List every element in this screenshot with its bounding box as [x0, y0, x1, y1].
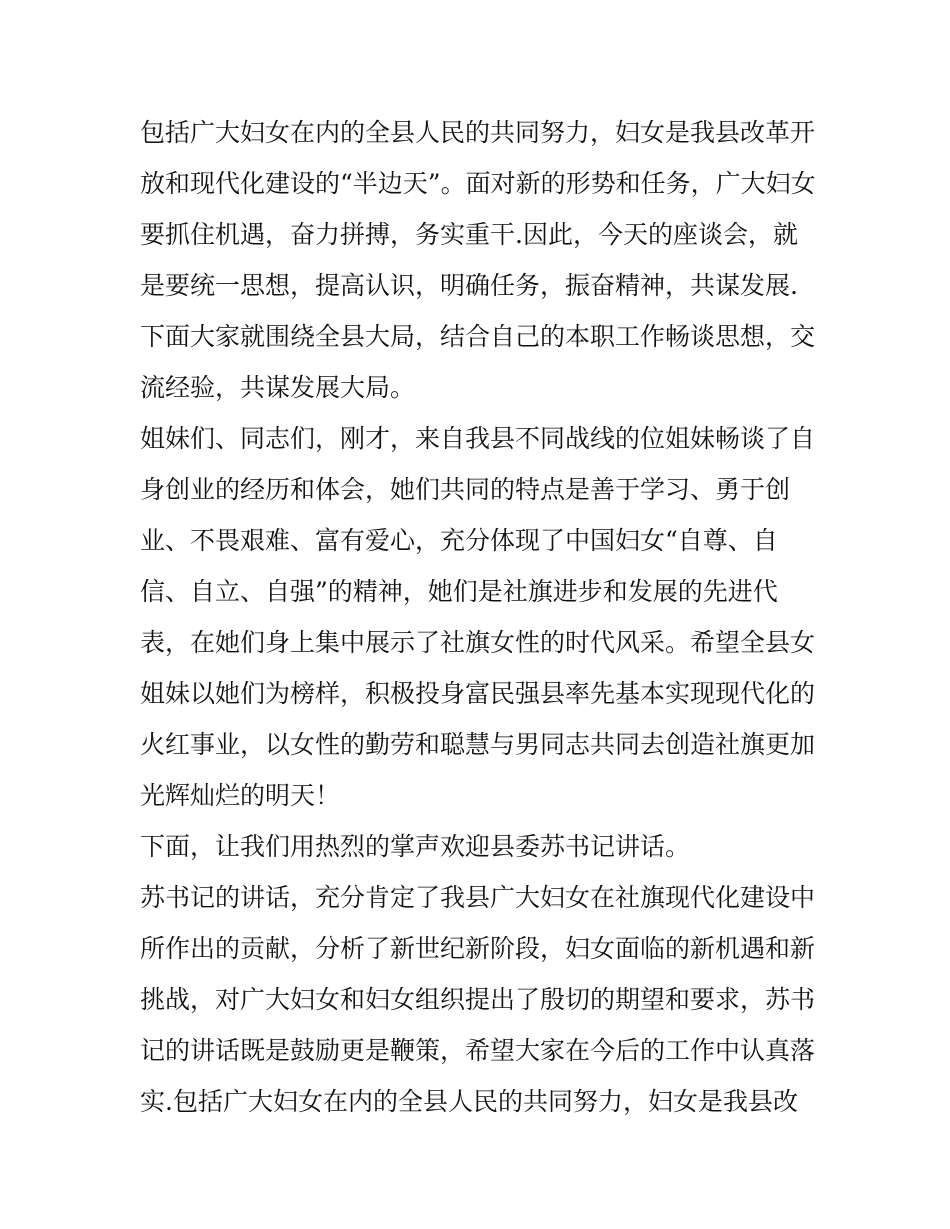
text-line: 要抓住机遇，奋力拼搏，务实重干.因此，今天的座谈会，就	[140, 220, 798, 249]
text-line: 放和现代化建设的“半边天”。面对新的形势和任务，广大妇女	[140, 169, 816, 198]
text-line: 下面大家就围绕全县大局，结合自己的本职工作畅谈思想，交	[140, 322, 816, 351]
document-body	[140, 107, 830, 1127]
text-line: 表，在她们身上集中展示了社旗女性的时代风采。希望全县女	[140, 628, 816, 657]
text-line: 流经验，共谋发展大局。	[140, 373, 416, 402]
text-line: 姐妹们、同志们，刚才，来自我县不同战线的位姐妹畅谈了自	[140, 424, 816, 453]
text-line: 火红事业，以女性的勤劳和聪慧与男同志共同去创造社旗更加	[140, 730, 816, 759]
text-line: 身创业的经历和体会，她们共同的特点是善于学习、勇于创	[140, 475, 791, 504]
text-line: 下面，让我们用热烈的掌声欢迎县委苏书记讲话。	[140, 832, 691, 861]
text-line: 包括广大妇女在内的全县人民的共同努力，妇女是我县改革开	[140, 118, 816, 147]
text-line: 信、自立、自强”的精神，她们是社旗进步和发展的先进代	[140, 577, 778, 606]
text-line: 是要统一思想，提高认识，明确任务，振奋精神，共谋发展.	[140, 271, 798, 300]
text-line: 光辉灿烂的明天！	[140, 781, 341, 810]
text-line: 实.包括广大妇女在内的全县人民的共同努力，妇女是我县改	[140, 1087, 798, 1116]
text-line: 苏书记的讲话，充分肯定了我县广大妇女在社旗现代化建设中	[140, 883, 816, 912]
text-line: 挑战，对广大妇女和妇女组织提出了殷切的期望和要求，苏书	[140, 985, 816, 1014]
text-line: 记的讲话既是鼓励更是鞭策，希望大家在今后的工作中认真落	[140, 1036, 816, 1065]
text-line: 业、不畏艰难、富有爱心，充分体现了中国妇女“自尊、自	[140, 526, 778, 555]
text-line: 姐妹以她们为榜样，积极投身富民强县率先基本实现现代化的	[140, 679, 816, 708]
text-line: 所作出的贡献，分析了新世纪新阶段，妇女面临的新机遇和新	[140, 934, 816, 963]
